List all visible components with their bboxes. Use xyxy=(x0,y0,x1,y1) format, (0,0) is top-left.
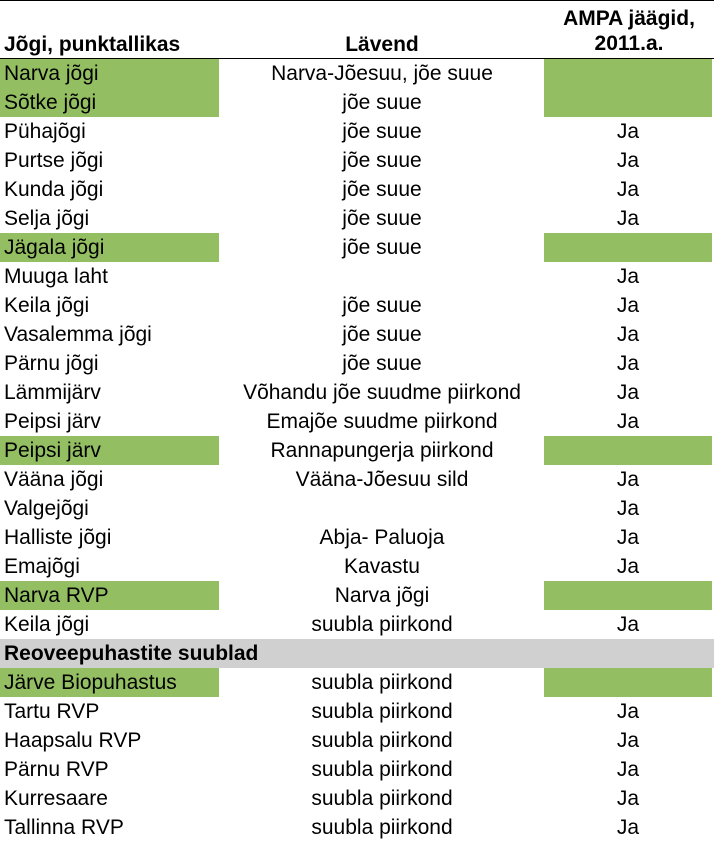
river-cell: Kurresaare xyxy=(4,787,108,810)
ampa-cell: Ja xyxy=(616,381,640,404)
table-row xyxy=(0,813,714,842)
river-cell: Keila jõgi xyxy=(4,294,90,317)
threshold-cell: jõe suue xyxy=(342,323,422,346)
threshold-cell: Kavastu xyxy=(344,555,420,578)
threshold-cell: Rannapungerja piirkond xyxy=(270,439,494,462)
table-row xyxy=(0,581,714,610)
threshold-cell xyxy=(220,262,544,291)
river-cell: Pärnu jõgi xyxy=(4,352,99,375)
table-row xyxy=(0,204,714,233)
ampa-cell: Ja xyxy=(616,816,640,839)
table-row xyxy=(0,726,714,755)
ampa-cell xyxy=(544,668,712,697)
river-cell: Peipsi järv xyxy=(4,410,101,433)
river-cell: Narva jõgi xyxy=(0,59,219,88)
ampa-cell: Ja xyxy=(616,265,640,288)
ampa-cell: Ja xyxy=(616,526,640,549)
river-cell: Sõtke jõgi xyxy=(0,88,219,117)
table-row xyxy=(0,784,714,813)
river-cell: Vasalemma jõgi xyxy=(4,323,152,346)
ampa-cell xyxy=(544,436,712,465)
river-cell: Tartu RVP xyxy=(4,700,100,723)
table-row xyxy=(0,610,714,639)
threshold-cell: Narva-Jõesuu, jõe suue xyxy=(271,62,493,85)
ampa-cell: Ja xyxy=(616,787,640,810)
threshold-cell: jõe suue xyxy=(342,236,422,259)
table-row xyxy=(0,755,714,784)
river-cell: Tallinna RVP xyxy=(4,816,124,839)
threshold-cell: suubla piirkond xyxy=(311,787,453,810)
table-row xyxy=(0,291,714,320)
river-cell: Halliste jõgi xyxy=(4,526,112,549)
river-cell: Purtse jõgi xyxy=(4,149,104,172)
river-cell: Vääna jõgi xyxy=(4,468,104,491)
threshold-cell: Narva jõgi xyxy=(334,584,430,607)
river-cell: Emajõgi xyxy=(4,555,80,578)
ampa-cell: Ja xyxy=(616,613,640,636)
threshold-cell: Vääna-Jõesuu sild xyxy=(295,468,469,491)
ampa-cell: Ja xyxy=(616,323,640,346)
threshold-cell: suubla piirkond xyxy=(311,758,453,781)
table-header xyxy=(0,0,714,58)
table-row xyxy=(0,407,714,436)
ampa-cell xyxy=(544,59,712,88)
section-row xyxy=(0,639,714,668)
header-river-source: Jõgi, punktallikas xyxy=(4,33,181,56)
table-row xyxy=(0,320,714,349)
threshold-cell: jõe suue xyxy=(342,178,422,201)
table-row xyxy=(0,668,714,697)
table-row xyxy=(0,378,714,407)
table-row xyxy=(0,697,714,726)
table-row xyxy=(0,175,714,204)
threshold-cell: suubla piirkond xyxy=(311,613,453,636)
river-cell: Pärnu RVP xyxy=(4,758,109,781)
river-cell: Järve Biopuhastus xyxy=(0,668,219,697)
threshold-cell: jõe suue xyxy=(342,91,422,114)
ampa-cell xyxy=(544,88,712,117)
ampa-cell: Ja xyxy=(616,468,640,491)
table-row xyxy=(0,233,714,262)
river-cell: Muuga laht xyxy=(4,265,108,288)
river-cell: Pühajõgi xyxy=(4,120,86,143)
river-cell: Jägala jõgi xyxy=(0,233,219,262)
river-cell: Keila jõgi xyxy=(4,613,90,636)
threshold-cell: jõe suue xyxy=(342,120,422,143)
ampa-cell: Ja xyxy=(616,758,640,781)
ampa-cell: Ja xyxy=(616,120,640,143)
table-row xyxy=(0,552,714,581)
ampa-cell: Ja xyxy=(616,729,640,752)
threshold-cell: Emajõe suudme piirkond xyxy=(266,410,498,433)
river-cell: Narva RVP xyxy=(0,581,219,610)
table-row xyxy=(0,494,714,523)
river-cell: Valgejõgi xyxy=(4,497,89,520)
ampa-cell: Ja xyxy=(616,294,640,317)
river-cell: Lämmijärv xyxy=(4,381,101,404)
ampa-cell: Ja xyxy=(616,410,640,433)
river-cell: Peipsi järv xyxy=(0,436,219,465)
table-row xyxy=(0,262,714,291)
ampa-cell xyxy=(544,233,712,262)
header-ampa-residues: AMPA jäägid, 2011.a. xyxy=(563,7,695,55)
ampa-cell: Ja xyxy=(616,149,640,172)
threshold-cell: suubla piirkond xyxy=(311,671,453,694)
river-cell: Haapsalu RVP xyxy=(4,729,142,752)
table-row xyxy=(0,146,714,175)
threshold-cell: Abja- Paluoja xyxy=(319,526,445,549)
threshold-cell: jõe suue xyxy=(342,352,422,375)
header-threshold: Lävend xyxy=(345,33,419,56)
ampa-cell: Ja xyxy=(616,555,640,578)
table-row xyxy=(0,349,714,378)
ampa-cell: Ja xyxy=(616,178,640,201)
table-row xyxy=(0,59,714,88)
threshold-cell: jõe suue xyxy=(342,294,422,317)
table-row xyxy=(0,465,714,494)
threshold-cell: suubla piirkond xyxy=(311,816,453,839)
table-row xyxy=(0,523,714,552)
table-row xyxy=(0,88,714,117)
ampa-cell xyxy=(544,581,712,610)
river-cell: Kunda jõgi xyxy=(4,178,104,201)
ampa-cell: Ja xyxy=(616,207,640,230)
threshold-cell: Võhandu jõe suudme piirkond xyxy=(243,381,521,404)
section-label: Reoveepuhastite suublad xyxy=(4,642,259,665)
table-row xyxy=(0,117,714,146)
threshold-cell: suubla piirkond xyxy=(311,729,453,752)
ampa-cell: Ja xyxy=(616,700,640,723)
ampa-cell: Ja xyxy=(616,497,640,520)
table-row xyxy=(0,436,714,465)
threshold-cell: jõe suue xyxy=(342,149,422,172)
threshold-cell: suubla piirkond xyxy=(311,700,453,723)
table-body xyxy=(0,59,714,842)
threshold-cell: jõe suue xyxy=(342,207,422,230)
river-cell: Selja jõgi xyxy=(4,207,90,230)
threshold-cell xyxy=(220,494,544,523)
ampa-cell: Ja xyxy=(616,352,640,375)
